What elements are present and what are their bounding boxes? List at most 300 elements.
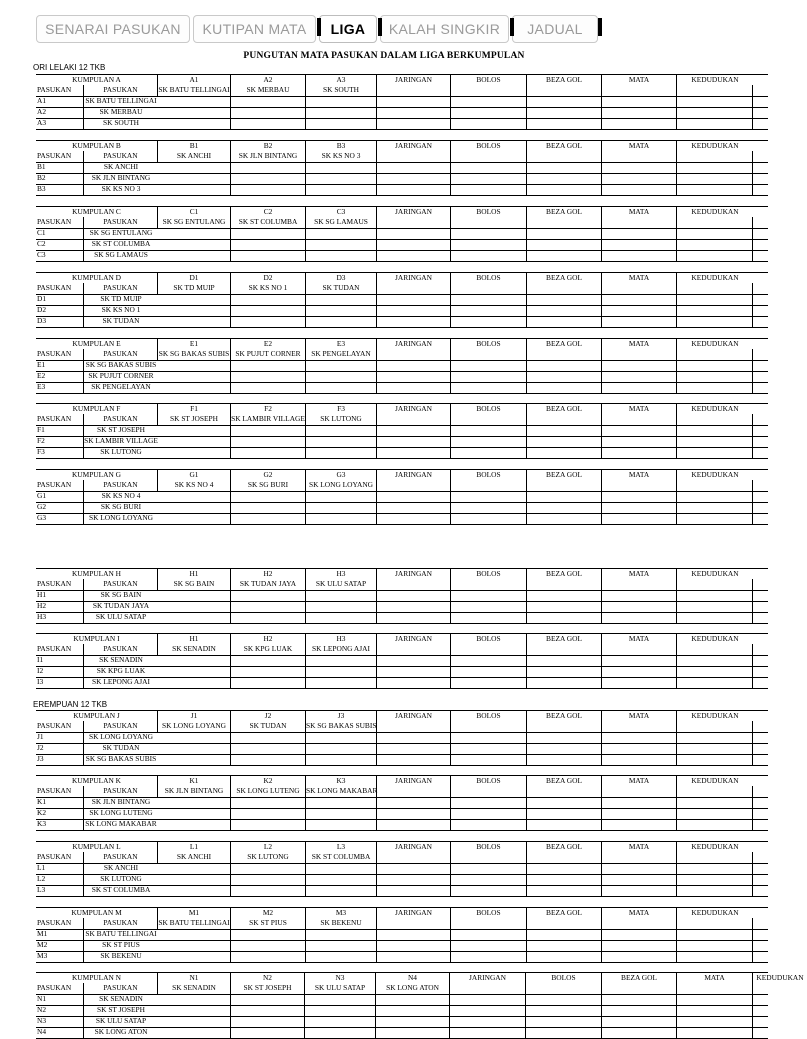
score-cell	[451, 491, 527, 502]
column-team-name: SK KS NO 1	[231, 283, 306, 294]
score-cell	[753, 118, 807, 129]
column-team-name: SK BATU TELLINGAI	[158, 918, 230, 927]
score-cell	[677, 228, 753, 239]
score-cell	[451, 173, 527, 184]
score-cell	[753, 819, 807, 830]
column-jaringan: JARINGAN	[377, 634, 451, 645]
column-beza-gol: BEZA GOL	[527, 842, 602, 853]
team-row	[36, 951, 768, 963]
column-jaringan: JARINGAN	[377, 141, 451, 152]
team-code: H3	[36, 612, 84, 623]
column-bolos: BOLOS	[451, 842, 527, 853]
score-cell	[677, 502, 753, 513]
score-cell	[158, 184, 231, 195]
score-cell	[753, 447, 807, 458]
column-mata: MATA	[602, 470, 677, 481]
group-name: KUMPULAN B	[36, 141, 158, 152]
score-cell	[602, 612, 677, 623]
column-bolos: BOLOS	[526, 973, 602, 984]
column-bolos: BOLOS	[451, 634, 527, 645]
group-name: KUMPULAN J	[36, 711, 158, 722]
score-cell	[377, 601, 451, 612]
score-cell	[306, 294, 377, 305]
score-cell	[306, 797, 377, 808]
score-cell	[158, 360, 231, 371]
score-cell	[158, 294, 231, 305]
score-cell	[377, 371, 451, 382]
score-cell	[527, 590, 602, 601]
score-cell	[527, 425, 602, 436]
score-cell	[677, 754, 753, 765]
score-cell	[753, 754, 807, 765]
score-cell	[527, 360, 602, 371]
team-code: L1	[36, 863, 84, 874]
score-cell	[158, 808, 231, 819]
column-code: L1	[158, 842, 231, 853]
score-cell	[231, 808, 306, 819]
score-cell	[306, 874, 377, 885]
score-cell	[451, 184, 527, 195]
blank-cell	[377, 151, 451, 162]
team-name: SK SG BAIN	[100, 590, 142, 599]
column-team-name: SK ULU SATAP	[305, 983, 376, 994]
score-cell	[451, 743, 527, 754]
score-cell	[602, 655, 677, 666]
score-cell	[158, 173, 231, 184]
score-cell	[377, 360, 451, 371]
score-cell	[451, 96, 527, 107]
score-cell	[602, 162, 677, 173]
score-cell	[231, 316, 306, 327]
score-cell	[306, 360, 377, 371]
column-code: H3	[306, 569, 377, 580]
score-cell	[527, 677, 602, 688]
score-cell	[231, 513, 306, 524]
score-cell	[305, 1016, 376, 1027]
column-team-name: SK LUTONG	[306, 414, 377, 425]
team-code: A1	[36, 96, 84, 107]
score-cell	[231, 819, 306, 830]
team-code: K2	[36, 808, 84, 819]
team-name: SK MERBAU	[99, 107, 143, 116]
score-cell	[158, 863, 231, 874]
score-cell	[677, 436, 753, 447]
team-name: SK SG BAKAS SUBIS	[85, 360, 157, 369]
blank-cell	[527, 217, 602, 228]
blank-cell	[377, 644, 451, 655]
score-cell	[753, 294, 807, 305]
document-title: PUNGUTAN MATA PASUKAN DALAM LIGA BERKUMPULAN	[243, 51, 525, 61]
blank-cell	[377, 85, 451, 96]
blank-cell	[451, 918, 527, 929]
score-cell	[602, 371, 677, 382]
score-cell	[753, 655, 807, 666]
column-beza-gol: BEZA GOL	[527, 404, 602, 415]
team-code: B2	[36, 173, 84, 184]
score-cell	[306, 173, 377, 184]
column-team-name: SK LONG LOYANG	[306, 480, 377, 491]
score-cell	[527, 732, 602, 743]
column-beza-gol: BEZA GOL	[527, 75, 602, 86]
column-jaringan: JARINGAN	[377, 339, 451, 350]
team-row	[36, 382, 768, 394]
score-cell	[450, 1005, 526, 1016]
score-cell	[158, 228, 231, 239]
blank-cell	[602, 721, 677, 732]
score-cell	[306, 885, 377, 896]
score-cell	[602, 797, 677, 808]
column-pasukan-code: PASUKAN	[36, 151, 84, 162]
score-cell	[753, 107, 807, 118]
score-cell	[158, 162, 231, 173]
blank-cell	[602, 983, 677, 994]
section-label-perempuan: EREMPUAN 12 TKB	[33, 700, 108, 709]
team-row	[36, 885, 768, 897]
blank-cell	[451, 85, 527, 96]
tab-senarai-pasukan[interactable]: SENARAI PASUKAN	[36, 15, 190, 43]
score-cell	[306, 929, 377, 940]
column-team-name: SK KS NO 4	[158, 480, 231, 491]
score-cell	[527, 655, 602, 666]
score-cell	[306, 425, 377, 436]
column-pasukan: PASUKAN	[84, 983, 158, 994]
score-cell	[451, 590, 527, 601]
column-code: D2	[231, 273, 306, 284]
score-cell	[451, 808, 527, 819]
score-cell	[306, 305, 377, 316]
column-code: C2	[231, 207, 306, 218]
team-name: SK TUDAN JAYA	[92, 601, 150, 610]
blank-cell	[677, 480, 753, 491]
score-cell	[231, 502, 306, 513]
score-cell	[602, 447, 677, 458]
score-cell	[753, 1016, 807, 1027]
column-pasukan: PASUKAN	[84, 644, 158, 655]
score-cell	[753, 173, 807, 184]
score-cell	[677, 885, 753, 896]
tab-jadual[interactable]: JADUAL	[512, 15, 598, 43]
score-cell	[306, 732, 377, 743]
score-cell	[753, 994, 807, 1005]
score-cell	[231, 425, 306, 436]
score-cell	[527, 601, 602, 612]
score-cell	[377, 305, 451, 316]
column-jaringan: JARINGAN	[377, 842, 451, 853]
score-cell	[377, 666, 451, 677]
team-row	[36, 1027, 768, 1039]
team-code: C2	[36, 239, 84, 250]
column-code: M2	[231, 908, 306, 919]
column-team-name: SK ANCHI	[158, 852, 231, 863]
blank-cell	[602, 786, 677, 797]
group-name: KUMPULAN L	[36, 842, 158, 853]
team-code: J2	[36, 743, 84, 754]
blank-cell	[677, 721, 753, 732]
score-cell	[451, 863, 527, 874]
team-code: A2	[36, 107, 84, 118]
score-cell	[677, 819, 753, 830]
score-cell	[306, 382, 377, 393]
score-cell	[451, 885, 527, 896]
team-name: SK ULU SATAP	[95, 1016, 147, 1025]
score-cell	[158, 590, 231, 601]
score-cell	[231, 96, 306, 107]
team-name: SK BATU TELLINGAI	[85, 929, 157, 938]
tab-kutipan-mata[interactable]: KUTIPAN MATA	[193, 15, 316, 43]
score-cell	[527, 305, 602, 316]
team-code: J3	[36, 754, 84, 765]
score-cell	[451, 436, 527, 447]
column-beza-gol: BEZA GOL	[602, 973, 677, 984]
score-cell	[306, 96, 377, 107]
column-pasukan-code: PASUKAN	[36, 579, 84, 590]
column-code: H1	[158, 634, 231, 645]
score-cell	[677, 601, 753, 612]
score-cell	[677, 96, 753, 107]
column-code: H3	[306, 634, 377, 645]
score-cell	[158, 819, 231, 830]
score-cell	[231, 491, 306, 502]
score-cell	[377, 118, 451, 129]
score-cell	[377, 162, 451, 173]
team-name: SK ST PIUS	[102, 940, 140, 949]
column-pasukan: PASUKAN	[84, 283, 158, 294]
team-code: E1	[36, 360, 84, 371]
score-cell	[602, 491, 677, 502]
score-cell	[377, 808, 451, 819]
score-cell	[377, 173, 451, 184]
column-pasukan: PASUKAN	[84, 85, 158, 96]
score-cell	[377, 250, 451, 261]
blank-cell	[527, 349, 602, 360]
score-cell	[377, 382, 451, 393]
score-cell	[231, 118, 306, 129]
team-name: SK KS NO 4	[101, 491, 141, 500]
column-code: J3	[306, 711, 377, 722]
score-cell	[158, 951, 231, 962]
tab-divider	[317, 18, 321, 36]
score-cell	[451, 940, 527, 951]
column-jaringan: JARINGAN	[377, 404, 451, 415]
score-cell	[527, 797, 602, 808]
score-cell	[377, 425, 451, 436]
score-cell	[602, 250, 677, 261]
score-cell	[677, 797, 753, 808]
tab-liga[interactable]: LIGA	[319, 15, 377, 43]
score-cell	[306, 601, 377, 612]
blank-cell	[753, 151, 807, 162]
blank-cell	[451, 283, 527, 294]
score-cell	[306, 239, 377, 250]
score-cell	[231, 940, 306, 951]
score-cell	[376, 1027, 450, 1038]
score-cell	[231, 612, 306, 623]
tab-divider	[598, 18, 602, 36]
column-kedudukan: KEDUDUKAN	[691, 634, 739, 643]
score-cell	[677, 612, 753, 623]
score-cell	[377, 612, 451, 623]
team-code: D2	[36, 305, 84, 316]
score-cell	[158, 107, 231, 118]
team-code: F2	[36, 436, 84, 447]
score-cell	[527, 436, 602, 447]
team-code: G1	[36, 491, 84, 502]
score-cell	[306, 819, 377, 830]
column-code: K2	[231, 776, 306, 787]
team-code: K3	[36, 819, 84, 830]
score-cell	[158, 316, 231, 327]
score-cell	[450, 1016, 526, 1027]
column-team-name: SK SG BURI	[231, 480, 306, 491]
team-code: I3	[36, 677, 84, 688]
score-cell	[377, 863, 451, 874]
tab-kalah-singkir[interactable]: KALAH SINGKIR	[380, 15, 509, 43]
team-name: SK JLN BINTANG	[91, 173, 151, 182]
score-cell	[158, 502, 231, 513]
score-cell	[526, 1027, 602, 1038]
score-cell	[677, 743, 753, 754]
score-cell	[158, 601, 231, 612]
column-code: H2	[231, 634, 306, 645]
column-jaringan: JARINGAN	[377, 273, 451, 284]
score-cell	[231, 447, 306, 458]
team-code: F3	[36, 447, 84, 458]
score-cell	[753, 940, 807, 951]
team-row	[36, 612, 768, 624]
column-kedudukan: KEDUDUKAN	[691, 470, 739, 479]
column-kedudukan: KEDUDUKAN	[691, 75, 739, 84]
score-cell	[451, 502, 527, 513]
team-code: H2	[36, 601, 84, 612]
blank-cell	[526, 983, 602, 994]
blank-cell	[527, 852, 602, 863]
score-cell	[231, 228, 306, 239]
score-cell	[306, 502, 377, 513]
score-cell	[527, 951, 602, 962]
team-name: SK TUDAN	[102, 316, 140, 325]
column-kedudukan: KEDUDUKAN	[691, 404, 739, 413]
score-cell	[527, 666, 602, 677]
score-cell	[158, 885, 231, 896]
score-cell	[602, 502, 677, 513]
score-cell	[753, 808, 807, 819]
score-cell	[451, 118, 527, 129]
team-name: SK LONG LOYANG	[88, 732, 154, 741]
score-cell	[231, 994, 305, 1005]
score-cell	[377, 732, 451, 743]
column-code: D3	[306, 273, 377, 284]
score-cell	[527, 447, 602, 458]
score-cell	[753, 382, 807, 393]
team-name: SK TD MUIP	[100, 294, 142, 303]
score-cell	[377, 743, 451, 754]
blank-cell	[527, 480, 602, 491]
blank-cell	[527, 414, 602, 425]
column-code: K3	[306, 776, 377, 787]
score-cell	[527, 173, 602, 184]
score-cell	[231, 666, 306, 677]
column-pasukan-code: PASUKAN	[36, 480, 84, 491]
column-code: A1	[158, 75, 231, 86]
team-code: G2	[36, 502, 84, 513]
score-cell	[753, 305, 807, 316]
score-cell	[527, 929, 602, 940]
blank-cell	[527, 579, 602, 590]
column-bolos: BOLOS	[451, 908, 527, 919]
blank-cell	[527, 786, 602, 797]
column-beza-gol: BEZA GOL	[527, 470, 602, 481]
score-cell	[231, 107, 306, 118]
score-cell	[753, 874, 807, 885]
blank-cell	[451, 786, 527, 797]
column-jaringan: JARINGAN	[377, 75, 451, 86]
column-code: D1	[158, 273, 231, 284]
blank-cell	[377, 786, 451, 797]
score-cell	[527, 184, 602, 195]
score-cell	[158, 677, 231, 688]
score-cell	[451, 819, 527, 830]
team-name: SK ANCHI	[103, 863, 139, 872]
team-code: C3	[36, 250, 84, 261]
blank-cell	[377, 414, 451, 425]
score-cell	[677, 250, 753, 261]
blank-cell	[602, 151, 677, 162]
score-cell	[602, 107, 677, 118]
score-cell	[527, 743, 602, 754]
team-name: SK ST JOSEPH	[97, 1005, 145, 1014]
score-cell	[158, 382, 231, 393]
column-pasukan-code: PASUKAN	[36, 349, 84, 360]
score-cell	[753, 1005, 807, 1016]
column-mata: MATA	[602, 842, 677, 853]
column-beza-gol: BEZA GOL	[527, 141, 602, 152]
score-cell	[677, 1027, 753, 1038]
blank-cell	[377, 852, 451, 863]
team-row	[36, 250, 768, 262]
team-code: M1	[36, 929, 84, 940]
score-cell	[677, 360, 753, 371]
team-name: SK SG LAMAUS	[94, 250, 148, 259]
team-name: SK BATU TELLINGAI	[85, 96, 157, 105]
blank-cell	[602, 480, 677, 491]
team-row	[36, 819, 768, 831]
team-row	[36, 184, 768, 196]
blank-cell	[677, 217, 753, 228]
team-code: C1	[36, 228, 84, 239]
blank-cell	[753, 283, 807, 294]
column-team-name: SK MERBAU	[231, 85, 306, 96]
score-cell	[305, 994, 376, 1005]
column-pasukan: PASUKAN	[84, 918, 158, 929]
team-name: SK LUTONG	[100, 874, 142, 883]
column-code: F1	[158, 404, 231, 415]
blank-cell	[602, 283, 677, 294]
column-code: M1	[158, 908, 231, 919]
score-cell	[753, 732, 807, 743]
column-mata: MATA	[602, 634, 677, 645]
blank-cell	[753, 786, 807, 797]
team-code: J1	[36, 732, 84, 743]
column-pasukan: PASUKAN	[84, 480, 158, 491]
score-cell	[306, 491, 377, 502]
score-cell	[158, 239, 231, 250]
score-cell	[377, 929, 451, 940]
team-name: SK ULU SATAP	[95, 612, 147, 621]
team-code: B3	[36, 184, 84, 195]
group-name: KUMPULAN C	[36, 207, 158, 218]
team-code: B1	[36, 162, 84, 173]
score-cell	[306, 743, 377, 754]
